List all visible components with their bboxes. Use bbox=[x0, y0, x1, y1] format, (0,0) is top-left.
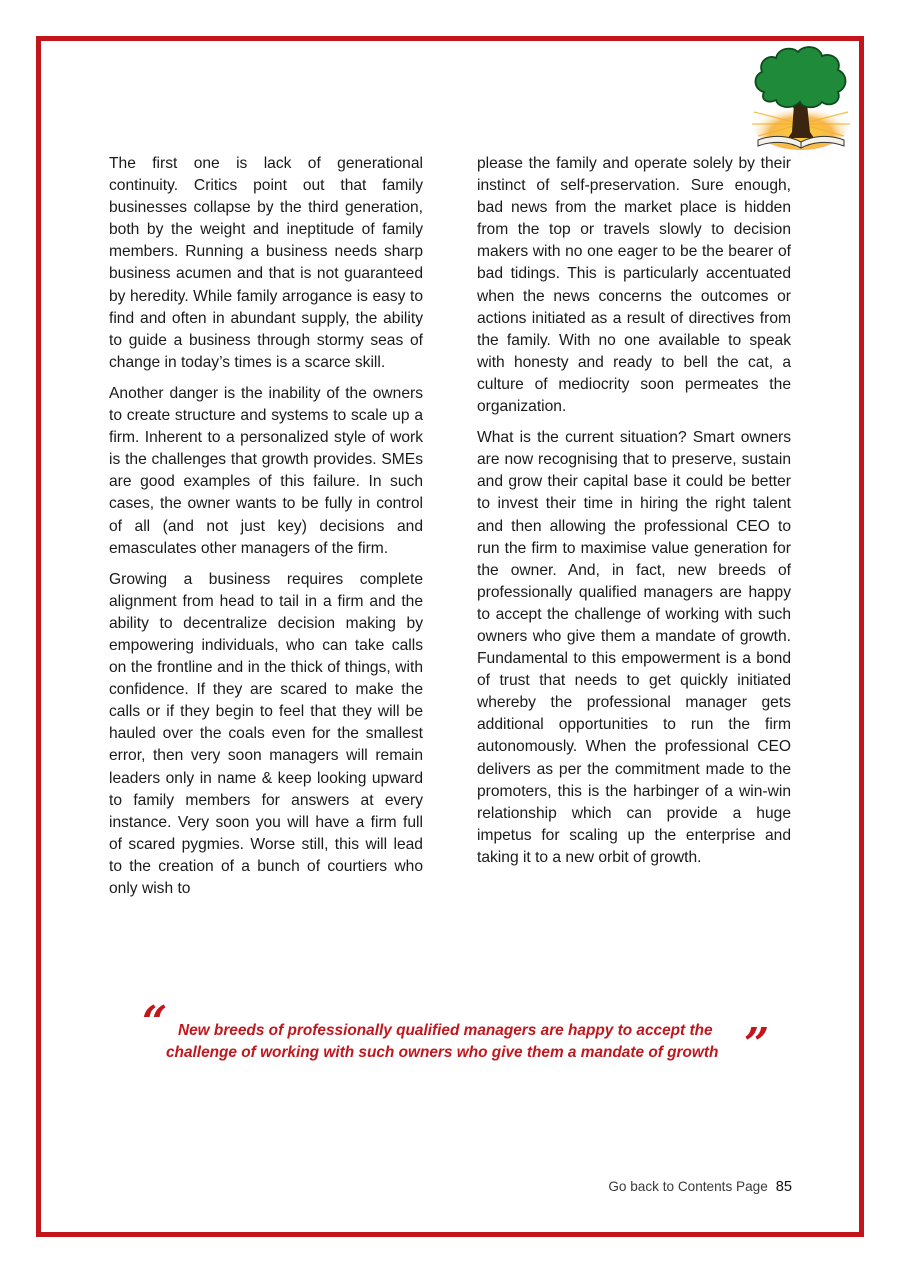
article-paragraph: please the family and operate solely by their instinct of self-preservation. Sure enough, bad news from the market place is hidden from the top or travels slowly to decision makers with no one eager to be the bearer of bad tidings. This is particularly accentuated when the news concerns the outcomes or actions initiated as a result of directives from the family. With no one available to speak with honesty and ready to bell the cat, a culture of mediocrity soon permeates the organization. bbox=[477, 155, 791, 416]
tree-logo-icon bbox=[744, 42, 859, 154]
contents-page-link[interactable]: Go back to Contents Page bbox=[608, 1179, 768, 1194]
article-left-column bbox=[109, 153, 423, 909]
pull-quote-line-2: challenge of working with such owners who give them a mandate of growth bbox=[166, 1044, 719, 1061]
article-right-column bbox=[477, 153, 791, 878]
article-paragraph: What is the current situation? Smart owners are now recognising that to preserve, sustain and grow their capital base it could be better to invest their time in hiring the right talent and then allowing the professional CEO to run the firm to maximise value generation for the owner. And, in fact, new breeds of professionally qualified managers are happy to accept the challenge of working with such owners who give them a mandate of growth. Fundamental to this empowerment is a bond of trust that needs to get quickly initiated whereby the professional manager gets additional opportunities to run the firm autonomously. When the professional CEO delivers as per the commitment made to the promoters, this is the harbinger of a win-win relationship which can provide a huge impetus for scaling up the enterprise and taking it to a new orbit of growth. bbox=[477, 429, 791, 866]
article-paragraph: Another danger is the inability of the owners to create structure and systems to scale up a firm. Inherent to a personalized style of work is the challenges that growth provides. SMEs are good examples of this failure. In such cases, the owner wants to be fully in control of all (and not just key) decisions and emasculates other managers of the firm. bbox=[109, 384, 423, 557]
close-quote-icon: ” bbox=[744, 1019, 770, 1070]
open-quote-icon: “ bbox=[142, 997, 168, 1048]
page-footer bbox=[608, 1179, 792, 1195]
page-number: 85 bbox=[775, 1179, 792, 1195]
article-paragraph: The first one is lack of generational continuity. Critics point out that family businesses collapse by the third generation, both by the weight and ineptitude of family members. Running a business needs sharp business acumen and that is not guaranteed by heredity. While family arrogance is easy to find and often in abundant supply, the ability to guide a business through stormy seas of change in today’s times is a scarce skill. bbox=[109, 155, 423, 371]
article-paragraph: Growing a business requires complete alignment from head to tail in a firm and the ability to decentralize decision making by empowering individuals, who can take calls on the frontline and in the thick of things, with confidence. If they are scared to make the calls or if they begin to feel that they will be hauled over the coals even for the smallest error, then very soon managers will remain leaders only in name & keep looking upward to family members for answers at every instance. Very soon you will have a firm full of scared pygmies. Worse still, this will lead to the creation of a bunch of courtiers who only wish to bbox=[109, 570, 423, 897]
pull-quote-line-1: New breeds of professionally qualified managers are happy to accept the bbox=[178, 1022, 713, 1039]
